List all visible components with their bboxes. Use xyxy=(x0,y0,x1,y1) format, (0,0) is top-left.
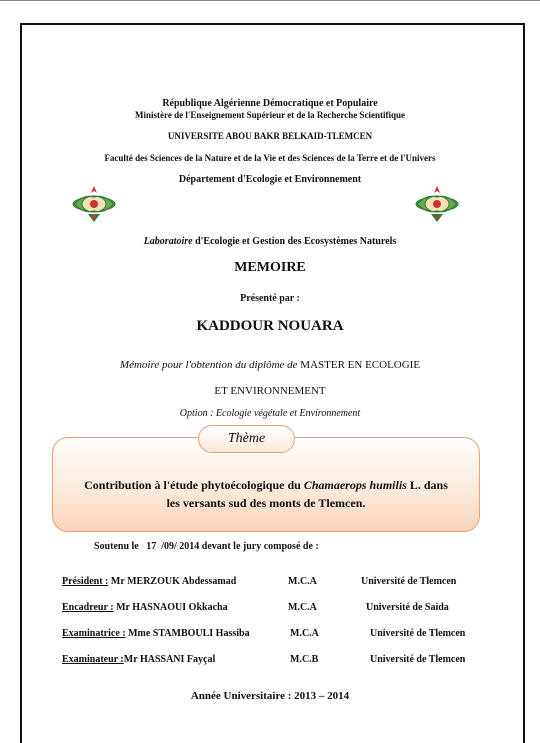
jury-institution: Université de Saida xyxy=(366,602,449,613)
jury-role: Président : xyxy=(62,576,109,587)
thesis-title-line-2: les versants sud des monts de Tlemcen. xyxy=(166,496,366,510)
jury-grade: M.C.A xyxy=(288,576,317,587)
thesis-title-species: Chamaerops humilis xyxy=(303,478,407,492)
jury-grade: M.C.A xyxy=(288,602,317,613)
page-top-edge xyxy=(0,0,540,1)
algerian-emblem-icon xyxy=(70,184,118,224)
ministry-line: Ministère de l'Enseignement Supérieur et de la Recherche Scientifique xyxy=(135,110,405,120)
option-line: Option : Ecologie végétale et Environnement xyxy=(179,408,361,419)
jury-row-supervisor xyxy=(62,602,228,613)
memoire-heading: MEMOIRE xyxy=(234,260,306,275)
jury-name: Mr HASSANI Fayçal xyxy=(123,654,216,665)
laboratory-prefix: Laboratoire xyxy=(143,236,193,247)
presented-by: Présenté par : xyxy=(240,293,300,304)
author-name: KADDOUR NOUARA xyxy=(196,318,344,334)
jury-grade: M.C.B xyxy=(290,654,319,665)
university-line: UNIVERSITE ABOU BAKR BELKAID-TLEMCEN xyxy=(167,131,373,141)
republic-line: République Algérienne Démocratique et Populaire xyxy=(162,98,378,109)
jury-role: Examinatrice : xyxy=(62,628,126,639)
diploma-line-1-italic: Mémoire pour l'obtention du diplôme de xyxy=(119,359,298,371)
jury-grade: M.C.A xyxy=(290,628,319,639)
jury-role: Encadreur : xyxy=(62,602,114,613)
jury-row-examiner-2 xyxy=(62,654,215,665)
department-line: Département d'Ecologie et Environnement xyxy=(178,174,362,185)
jury-institution: Université de Tlemcen xyxy=(370,628,466,639)
jury-row-president xyxy=(62,576,236,587)
jury-row-examiner-1 xyxy=(62,628,250,639)
jury-institution: Université de Tlemcen xyxy=(361,576,457,587)
diploma-line-1-plain: MASTER EN ECOLOGIE xyxy=(297,359,421,371)
thesis-title-pre: Contribution à l'étude phytoécologique du xyxy=(84,478,304,492)
faculty-line: Faculté des Sciences de la Nature et de la Vie et des Sciences de la Terre et de l'Univers xyxy=(104,153,436,163)
diploma-line-2: ET ENVIRONNEMENT xyxy=(214,385,326,397)
diploma-line-1 xyxy=(0,359,540,371)
jury-institution: Université de Tlemcen xyxy=(370,654,466,665)
algerian-emblem-icon xyxy=(413,184,461,224)
jury-name: Mr HASNAOUI Okkacha xyxy=(113,602,228,613)
laboratory-name: d'Ecologie et Gestion des Ecosystèmes Naturels xyxy=(192,236,397,247)
jury-role: Examinateur : xyxy=(62,654,124,665)
defense-line: Soutenu le 17 /09/ 2014 devant le jury composé de : xyxy=(94,541,319,552)
jury-name: Mr MERZOUK Abdessamad xyxy=(108,576,237,587)
academic-year: Année Universitaire : 2013 – 2014 xyxy=(190,690,350,702)
theme-label: Thème xyxy=(198,425,295,453)
jury-name: Mme STAMBOULI Hassiba xyxy=(125,628,250,639)
thesis-title-post: L. dans xyxy=(406,478,448,492)
thesis-title xyxy=(52,476,480,512)
laboratory-line xyxy=(0,236,540,247)
